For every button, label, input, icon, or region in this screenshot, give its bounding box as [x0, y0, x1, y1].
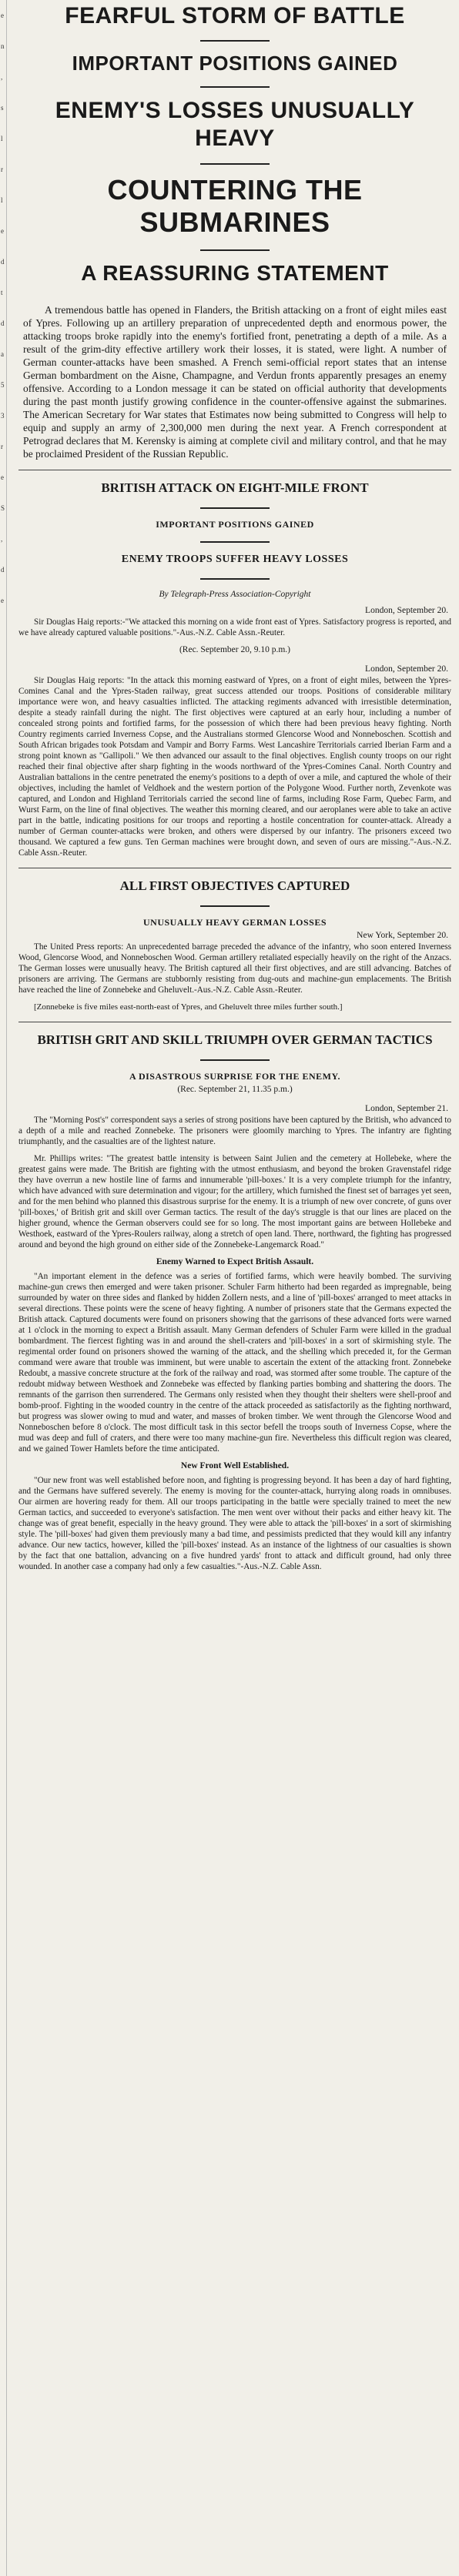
article-paragraph: The United Press reports: An unprecedented barrage preceded the advance of the infantry, who soon entered Inverness Wood, Glencorse Wood, and Nonneboschen Wood. German artillery retaliated especially heavily on the right of the Anzacs. The German losses were unusually heavy. The British captured all their first objectives, and are still advancing. Batches of prisoners are arriving. The Germans are stubbornly resisting from dug-outs and machine-gun emplacements. The British have reached the line of Zonnebeke and Gheluvelt.-Aus.-N.Z. Cable Assn.-Reuter.	[18, 942, 451, 995]
headline-enemy-losses: ENEMY'S LOSSES UNUSUALLY HEAVY	[55, 98, 415, 151]
dateline: New York, September 20.	[357, 931, 448, 940]
article-column	[18, 0, 451, 1572]
divider	[200, 541, 270, 543]
divider	[200, 578, 270, 580]
section-title-eight-mile-front: BRITISH ATTACK ON EIGHT-MILE FRONT	[101, 480, 369, 495]
section-title-first-objectives: ALL FIRST OBJECTIVES CAPTURED	[119, 878, 350, 893]
lead-paragraph: A tremendous battle has opened in Flanders, the British attacking on a front of eight miles east of Ypres. Following up an artillery preparation of unprecedented depth and enormous power, the attacking troops broke rapidly into the enemy's fortified front, penetrating a depth of a mile. As a result of the grim-dity effective artillery work their losses, it is stated, were light. A number of German counter-attacks have been smashed. A French semi-official report states that an intense German bombardment on the Aisne, Champagne, and Verdun fronts apparently presages an enemy offensive. According to a London message it can be stated on official authority that developments during the past month justify growing confidence in the counter-offensive against the submarines. The American Secretary for War states that Estimates now being submitted to Congress will help to equip and supply an army of 2,300,000 men during the next year. A French correspondent at Petrograd declares that M. Kerensky is aiming at complete civil and military control, and that he may be proclaimed President of the Russian Republic.	[23, 304, 447, 460]
section-subtitle-important-positions: IMPORTANT POSITIONS GAINED	[156, 519, 314, 530]
divider	[200, 905, 270, 907]
divider	[200, 40, 270, 42]
dateline: London, September 20.	[365, 664, 448, 674]
headline-reassuring-statement: A REASSURING STATEMENT	[81, 261, 389, 285]
section-title-british-grit: BRITISH GRIT AND SKILL TRIUMPH OVER GERMAN TACTICS	[37, 1032, 433, 1047]
editorial-note: [Zonnebeke is five miles east-north-east of Ypres, and Gheluvelt three miles further south.]	[34, 1002, 343, 1012]
received-timestamp: (Rec. September 21, 11.35 p.m.)	[177, 1085, 293, 1094]
article-paragraph: "An important element in the defence was a series of fortified farms, which were heavily bombed. The surviving machine-gun crews then emerged and were taken prisoner. Schuler Farm hitherto had been regarded as impregnable, being surrounded by water on three sides and flanked by hidden Zollern nests, and a line of 'pill-boxes' arranged to meet attacks in several directions. These points were the scene of heavy fighting. A number of prisoners state that the Germans expected the British attack. Captured documents were found on prisoners showing that the garrisons of these advanced forts were warned at 1 o'clock in the morning to expect a British assault. Many German defenders of Schuler Farm were killed in the gradual bombardment. The fiercest fighting was in and around the shell-craters and 'pill-boxes' in a sort of skirmishing style. The regimental order found on prisoners showed the warning of the attack, and the shelling which preceded it, for the German command were aware that trouble was imminent, but were unable to ascertain the extent of the attacking front. Zonnebeke Redoubt, a massive concrete structure at the fork of the railway and road, was stormed after some trouble. The capture of the redoubt midway between Westhoek and Zonnebeke was effected by flanking parties bombing and shattering the doors. The remnants of the garrison then surrendered. The Germans only resisted when they thought their shelters were shell-proof and bomb-proof. Fighting in the wooded country in the centre of the attack proceeded as satisfactorily as the fighting northward, but progress was slower owing to mud and water, and masses of broken timber. We went through the Glencorse Wood and Nonneboschen before 8 o'clock. The most difficult task in this sector befell the troops south of Inverness Copse, where the mud was deep and full of craters, and there were too many machine-gun fire. Nevertheless this difficult region was cleared, and we gained Tower Hamlets before the time anticipated.	[18, 1272, 451, 1454]
divider	[200, 163, 270, 165]
byline: By Telegraph-Press Association-Copyright	[159, 590, 311, 599]
subsection-title-new-front: New Front Well Established.	[180, 1461, 290, 1470]
received-timestamp: (Rec. September 20, 9.10 p.m.)	[179, 645, 291, 654]
left-margin-clipped-column: e n , s l r l e d t d a 5 3 r e S , d e	[0, 0, 7, 2576]
divider	[200, 86, 270, 88]
article-paragraph: The "Morning Post's" correspondent says a series of strong positions have been captured by the British, who advanced to a depth of a mile and reached Zonnebeke. The prisoners were gloomily marching to Ypres. The infantry are fighting triumphantly, and the casualties are of the lightest nature.	[18, 1116, 451, 1146]
divider	[200, 249, 270, 251]
section-subtitle-heavy-losses: ENEMY TROOPS SUFFER HEAVY LOSSES	[121, 554, 349, 565]
dateline: London, September 21.	[365, 1104, 448, 1113]
article-paragraph: Mr. Phillips writes: "The greatest battle intensity is between Saint Julien and the cemetery at Hollebeke, where the greatest gains were made. The British are fighting with the utmost enthusiasm, and beyond the broken Gravenstafel ridge they have overrun a new hostile line of farms and innumerable 'pill-boxes.' It is a very complete triumph for the infantry, which have advanced with sure determination and vigour; for the artillery, which furnished the finest set of barrages yet seen, and for the men behind who planned this disastrous surprise for the enemy. It is a triumph of new over concrete, of guns over 'pill-boxes,' of British grit and skill over German tactics. The result of the day's struggle is that our lines are placed on the higher ground, whence the German observers could see for so long. The most important gains are between Hollebeke and Westhoek, eastward of the Ypres-Roulers railway, along a stretch of open land. There, northward, the fighting has progressed around and beyond the high ground on either side of the Zonnebeke-Langemarck Road."	[18, 1154, 451, 1250]
headline-fearful-storm: FEARFUL STORM OF BATTLE	[65, 3, 405, 28]
article-paragraph: Sir Douglas Haig reports: "In the attack this morning eastward of Ypres, on a front of eight miles, between the Ypres-Comines Canal and the Ypres-Staden railway, great success attended our troops. Positions of considerable military importance were won, and heavy casualties inflicted. The attacking regiments advanced with irresistible determination, despite a steady rainfall during the night. The first objectives were captured at an early hour, including a number of concealed strong points and fortified farms, for the possession of which there had been previous heavy fighting. North Country regiments carried Inverness Copse, and the Australians stormed Glencorse Wood and Nonneboschen. Scottish and South African brigades took Potsdam and Vampir and Borry Farms. West Lancashire Territorials carried Iberian Farm and a strong point known as "Gallipoli." We then advanced our assault to the final objectives. English county troops on our right reached their final objective after sharp fighting in the woods northward of the Ypres-Comines Canal. North Country and Australian battalions in the centre penetrated the enemy's positions to a depth of over a mile, and captured the whole of their objectives, including the hamlet of Veldhoek and the western portion of the Polygone Wood. Further north, Zevenkote was captured, and London and Highland Territorials carried the second line of farms, including Rose Farm, Quebec Farm, and Wurst Farm, on the line of final objectives. The weather this morning cleared, and our aeroplanes were able to take an active part in the battle, indicating positions for our troops and reporting a hostile concentration for counter-attack. Already a number of German counter-attacks were broken, and others were dispersed by our infantry. The prisoners exceed two thousand. We captured a few guns. Ten German machines were brought down, and seven of ours are missing."-Aus.-N.Z. Cable Assn.-Reuter.	[18, 676, 451, 858]
section-subtitle-german-losses: UNUSUALLY HEAVY GERMAN LOSSES	[143, 917, 327, 928]
article-paragraph: Sir Douglas Haig reports:-"We attacked this morning on a wide front east of Ypres. Satisfactory progress is reported, and we have already captured valuable positions."-Aus.-N.Z. Cable Assn.-Reuter.	[18, 617, 451, 637]
headline-important-positions: IMPORTANT POSITIONS GAINED	[72, 52, 398, 75]
dateline: London, September 20.	[365, 606, 448, 615]
article-paragraph: "Our new front was well established before noon, and fighting is progressing beyond. It has been a day of hard fighting, and the Germans have suffered severely. The enemy is moving for the counter-attack, hurrying along roads in omnibuses. Our airmen are hovering ready for them. All our troops participating in the battle were specially trained to meet the new German tactics, and succeeded to everyone's satisfaction. The men went over without their packs and either heavy kit. The change was of great benefit, especially in the heavy ground. They were able to attack the 'pill-boxes' in a sort of skirmishing style. The 'pill-boxes' had given them previously many a bad time, and pessimists predicted that they would kill any infantry advance. Our new tactics, however, killed the 'pill-boxes' instead. As an instance of the lightness of our casualties is shown by the fact that one battalion, advancing on a five hundred yards' front to attack and difficult ground, had only three wounded. In another case a company had only a few casualties."-Aus.-N.Z. Cable Assn.	[18, 1476, 451, 1571]
section-subtitle-disastrous-surprise: A DISASTROUS SURPRISE FOR THE ENEMY.	[129, 1071, 341, 1082]
subsection-title-enemy-warned: Enemy Warned to Expect British Assault.	[156, 1257, 314, 1266]
divider	[200, 507, 270, 509]
divider	[200, 1059, 270, 1061]
headline-countering-submarines: COUNTERING THE SUBMARINES	[107, 174, 363, 238]
